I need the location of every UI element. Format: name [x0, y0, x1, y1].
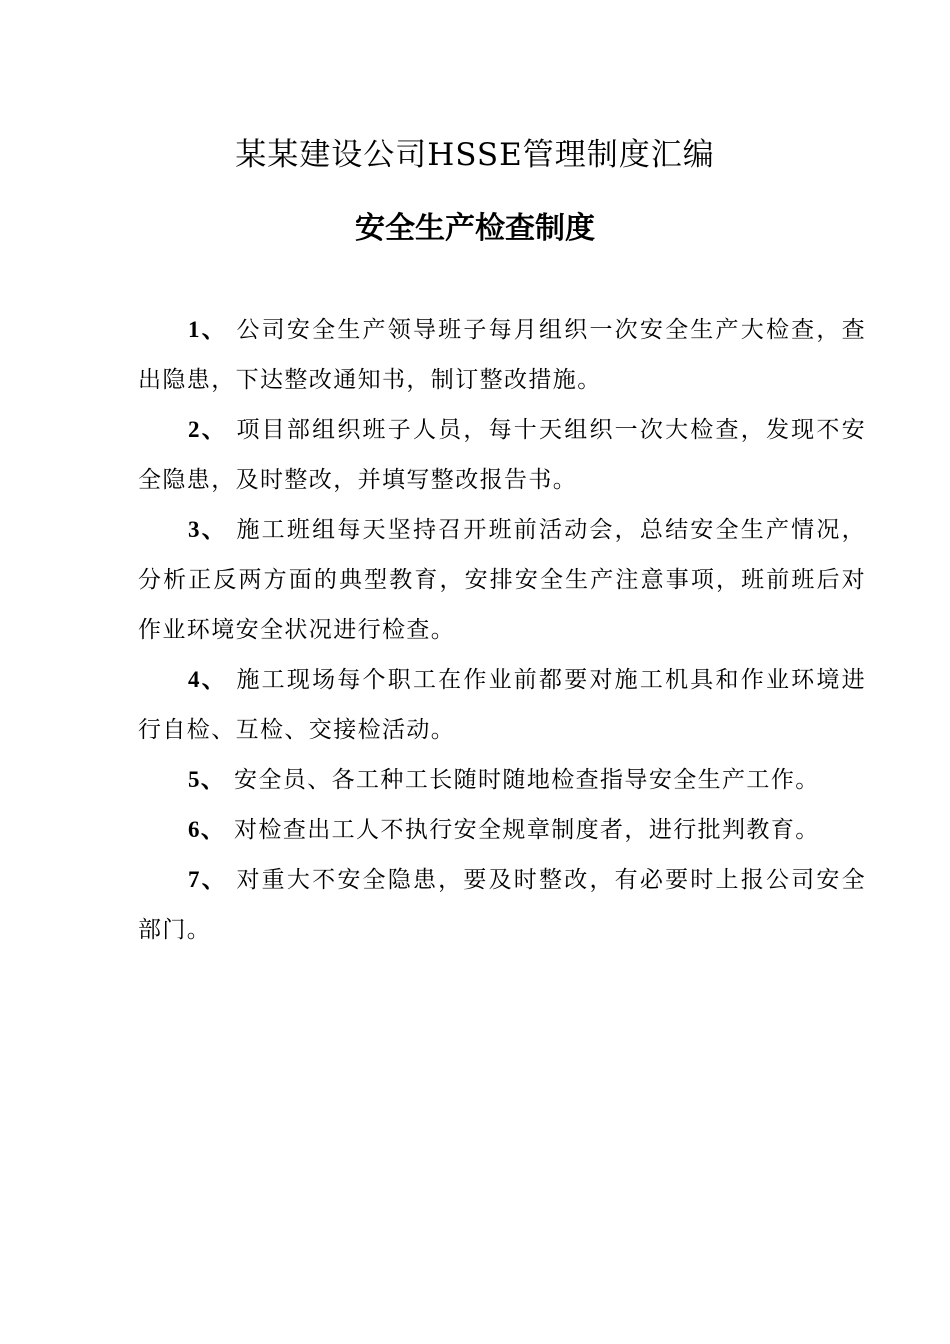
document-body [138, 305, 866, 955]
list-item [138, 655, 866, 755]
item-number: 1、 [188, 317, 227, 342]
item-number: 2、 [188, 417, 227, 442]
item-text: 安全员、各工种工长随时随地检查指导安全生产工作。 [225, 767, 820, 793]
item-number: 4、 [188, 667, 227, 692]
item-text: 施工班组每天坚持召开班前活动会，总结安全生产情况，分析正反两方面的典型教育，安排安全生产注意事项，班前班后对作业环境安全状况进行检查。 [138, 517, 866, 643]
item-text: 对重大不安全隐患，要及时整改，有必要时上报公司安全部门。 [138, 867, 866, 943]
item-text: 公司安全生产领导班子每月组织一次安全生产大检查，查出隐患，下达整改通知书，制订整改措施。 [138, 317, 866, 393]
item-text: 施工现场每个职工在作业前都要对施工机具和作业环境进行自检、互检、交接检活动。 [138, 667, 866, 743]
item-number: 3、 [188, 517, 227, 542]
item-number: 5、 [188, 767, 226, 792]
list-item [138, 755, 866, 805]
item-number: 6、 [188, 817, 226, 842]
list-item [138, 505, 866, 655]
item-number: 7、 [188, 867, 227, 892]
item-text: 对检查出工人不执行安全规章制度者，进行批判教育。 [225, 817, 820, 843]
document-subtitle: 安全生产检查制度 [355, 211, 595, 246]
list-item [138, 305, 866, 405]
list-item [138, 805, 866, 855]
document-title: 某某建设公司HSSE管理制度汇编 [235, 137, 715, 173]
item-text: 项目部组织班子人员，每十天组织一次大检查，发现不安全隐患，及时整改，并填写整改报告书。 [138, 417, 866, 493]
list-item [138, 405, 866, 505]
list-item [138, 855, 866, 955]
